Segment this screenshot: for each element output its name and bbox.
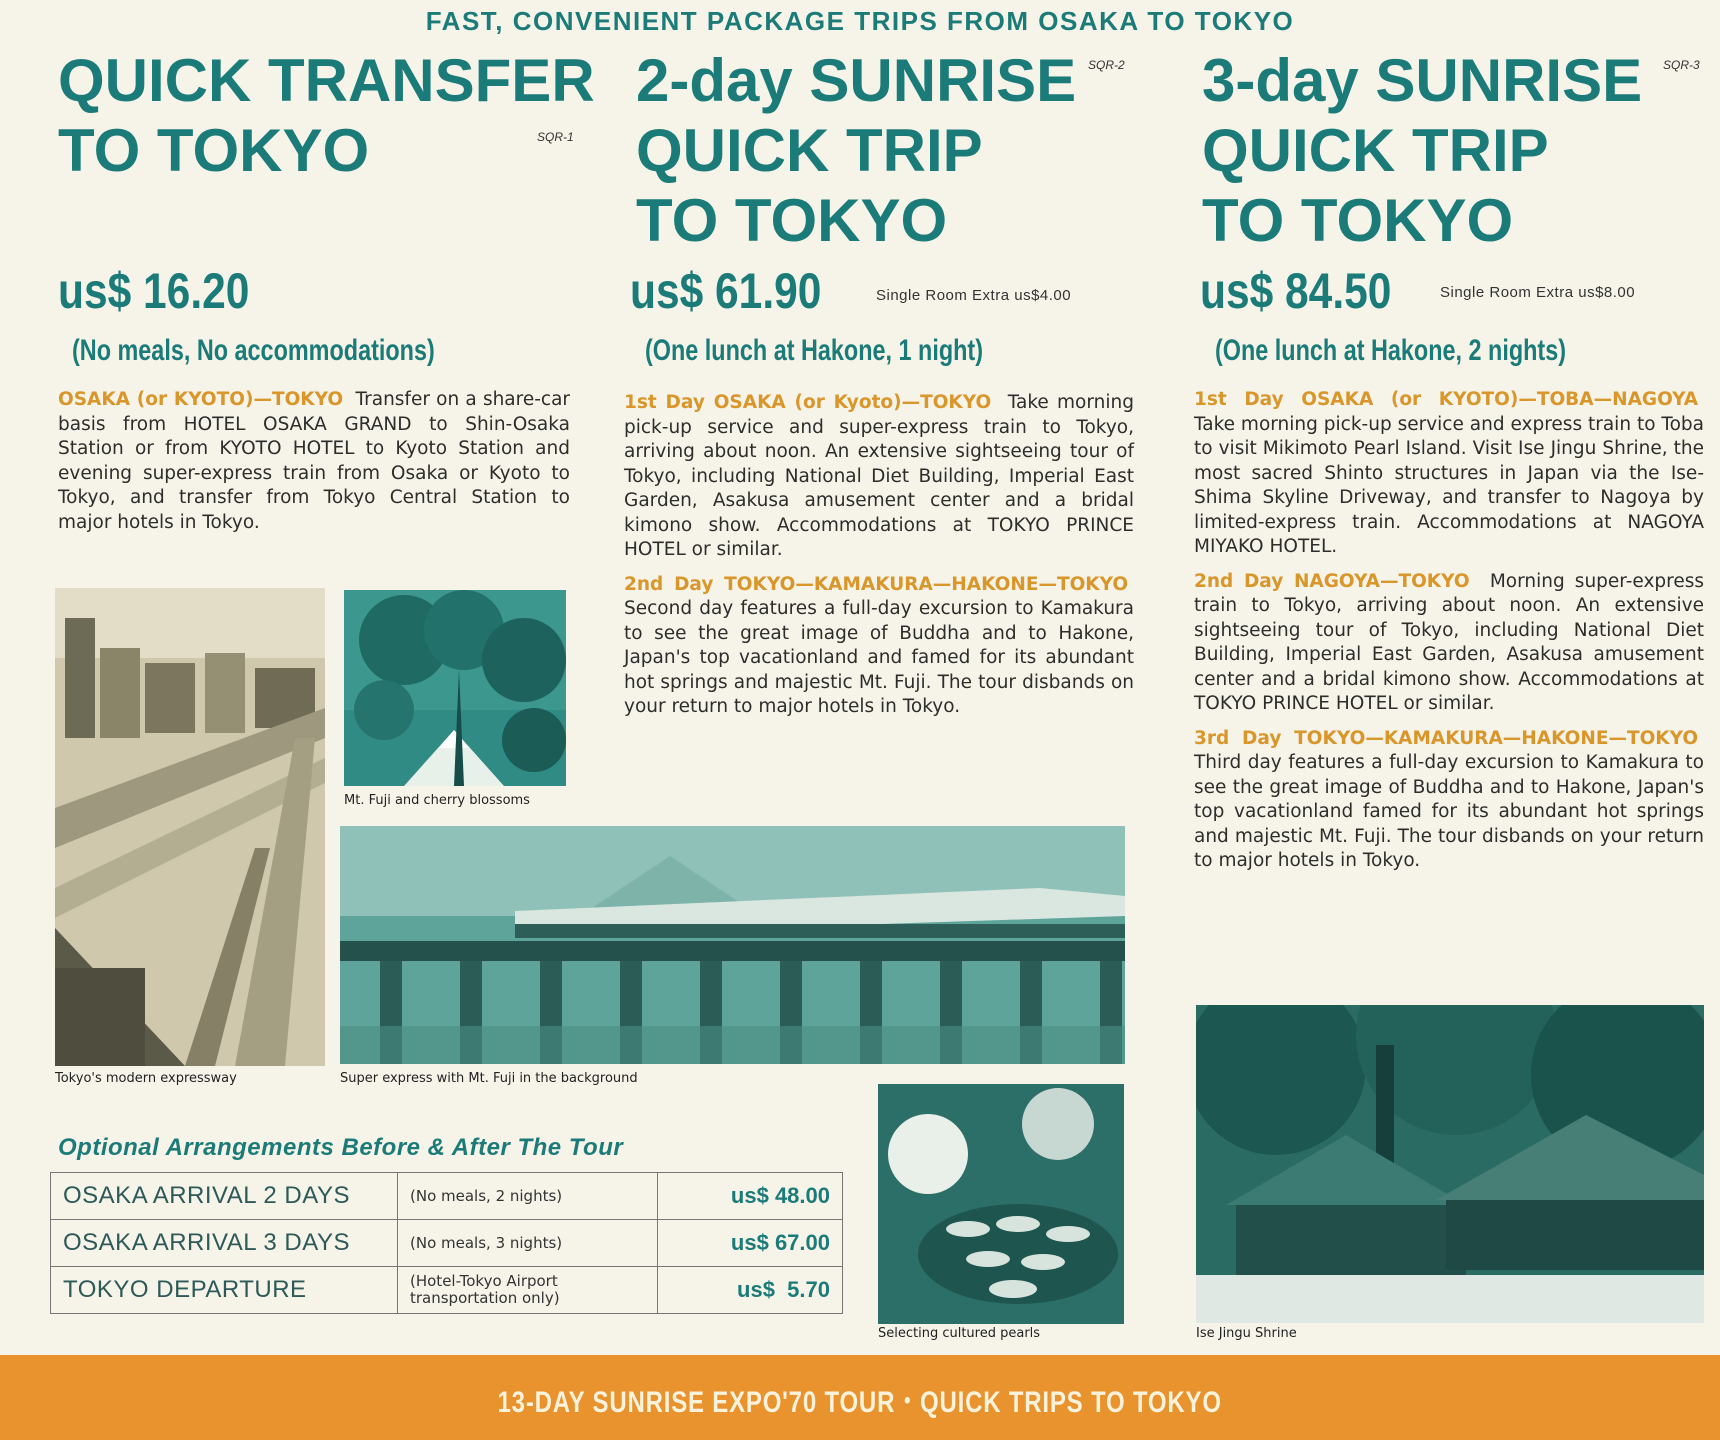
page-banner: FAST, CONVENIENT PACKAGE TRIPS FROM OSAKA TO TOKYO bbox=[425, 6, 1295, 36]
col3-title-line3: TO TOKYO bbox=[1202, 187, 1514, 254]
col2-single-extra: Single Room Extra us$4.00 bbox=[876, 287, 1072, 304]
opt-name: OSAKA ARRIVAL 3 DAYS bbox=[51, 1220, 398, 1267]
train-image bbox=[340, 826, 1125, 1064]
col3-itinerary bbox=[1194, 388, 1704, 884]
fuji-blossoms-image bbox=[344, 590, 566, 786]
col2-code: SQR-2 bbox=[1088, 58, 1125, 72]
optional-table bbox=[50, 1172, 843, 1314]
opt-name: OSAKA ARRIVAL 2 DAYS bbox=[51, 1173, 398, 1220]
opt-price: us$ 67.00 bbox=[658, 1220, 843, 1267]
photo-shrine bbox=[1196, 1005, 1704, 1323]
col1-price: us$ 16.20 bbox=[58, 263, 250, 319]
col3-day2-text: Morning super-express train to Tokyo, arriving about noon. An extensive sightseeing tour of Tokyo, including National Diet Building, Imperial East Garden, Asakusa amusement center and a bridal kimono show. Accommodations at TOKYO PRINCE HOTEL or similar. bbox=[1194, 570, 1705, 714]
col3-day1-label: 1st Day OSAKA (or KYOTO)—TOBA—NAGOYA bbox=[1194, 389, 1699, 410]
col3-day1-text: Take morning pick-up service and express train to Toba to visit Mikimoto Pearl Island. Visit Ise Jingu Shrine, the most sacred Shinto structures in Japan via the Ise-Shima Skyline Driveway, and transfer to Nagoya by limited-express train. Accommodations at NAGOYA MIYAKO HOTEL. bbox=[1194, 413, 1704, 557]
opt-price: us$ 5.70 bbox=[658, 1267, 843, 1314]
col1-description bbox=[58, 388, 570, 545]
col3-code: SQR-3 bbox=[1663, 58, 1700, 72]
col2-title-line1: 2-day SUNRISE bbox=[636, 47, 1077, 114]
footer-title bbox=[0, 1377, 1720, 1421]
photo-pearls bbox=[878, 1084, 1124, 1324]
col1-title-line1: QUICK TRANSFER bbox=[58, 47, 595, 114]
shrine-image bbox=[1196, 1005, 1704, 1323]
col1-route: OSAKA (or KYOTO)—TOKYO bbox=[58, 389, 344, 410]
col3-title bbox=[1202, 46, 1642, 256]
footer-band bbox=[0, 1355, 1720, 1440]
col3-subtitle: (One lunch at Hakone, 2 nights) bbox=[1215, 334, 1567, 367]
col2-day2-text: Second day features a full-day excursion to Kamakura to see the great image of Buddha and to Hakone, Japan's top vacationland and famed for its abundant hot springs and majestic Mt. Fuji. The tour disbands on your return to major hotels in Tokyo. bbox=[624, 598, 1134, 717]
photo-fuji-blossoms bbox=[344, 590, 566, 786]
pearls-image bbox=[878, 1084, 1124, 1324]
footer-title-text: 13-DAY SUNRISE EXPO'70 TOUR・QUICK TRIPS TO TOKYO bbox=[497, 1386, 1223, 1419]
col3-title-line1: 3-day SUNRISE bbox=[1202, 47, 1643, 114]
col1-title bbox=[58, 46, 595, 186]
opt-name: TOKYO DEPARTURE bbox=[51, 1267, 398, 1314]
col2-day1-label: 1st Day OSAKA (or Kyoto)—TOKYO bbox=[624, 392, 992, 413]
expressway-image bbox=[55, 588, 325, 1066]
col1-text: Transfer on a share-car basis from HOTEL OSAKA GRAND to Shin-Osaka Station or from KYOTO HOTEL to Kyoto Station and evening super-express train from Osaka or Kyoto to Tokyo, and transfer from Tokyo Central Station to major hotels in Tokyo. bbox=[58, 389, 571, 533]
photo-train bbox=[340, 826, 1125, 1064]
col2-title bbox=[636, 46, 1076, 256]
opt-price: us$ 48.00 bbox=[658, 1173, 843, 1220]
col2-price: us$ 61.90 bbox=[630, 263, 822, 319]
table-row bbox=[51, 1173, 843, 1220]
col3-single-extra: Single Room Extra us$8.00 bbox=[1440, 284, 1636, 301]
col2-title-line3: TO TOKYO bbox=[636, 187, 948, 254]
caption-expressway: Tokyo's modern expressway bbox=[55, 1071, 237, 1086]
col2-day2-label: 2nd Day TOKYO—KAMAKURA—HAKONE—TOKYO bbox=[624, 573, 1129, 595]
col1-subtitle: (No meals, No accommodations) bbox=[72, 334, 435, 367]
col3-title-line2: QUICK TRIP bbox=[1202, 117, 1549, 184]
opt-desc: (Hotel-Tokyo Airport transportation only) bbox=[398, 1267, 658, 1314]
col2-itinerary bbox=[624, 391, 1134, 730]
col3-day3-label: 3rd Day TOKYO—KAMAKURA—HAKONE—TOKYO bbox=[1194, 727, 1699, 749]
caption-train: Super express with Mt. Fuji in the background bbox=[340, 1071, 638, 1086]
col2-subtitle: (One lunch at Hakone, 1 night) bbox=[645, 334, 984, 367]
col3-price: us$ 84.50 bbox=[1200, 263, 1392, 319]
table-row bbox=[51, 1267, 843, 1314]
optional-title: Optional Arrangements Before & After The Tour bbox=[58, 1134, 624, 1161]
caption-pearls: Selecting cultured pearls bbox=[878, 1326, 1041, 1341]
table-row bbox=[51, 1220, 843, 1267]
col2-title-line2: QUICK TRIP bbox=[636, 117, 983, 184]
col1-code: SQR-1 bbox=[537, 130, 574, 144]
col3-day3-text: Third day features a full-day excursion to Kamakura to see the great image of Buddha and to Hakone, Japan's top vacationland famed for its abundant hot springs and majestic Mt. Fuji. The tour disbands on your return to major hotels in Tokyo. bbox=[1194, 752, 1704, 871]
caption-shrine: Ise Jingu Shrine bbox=[1196, 1326, 1297, 1341]
photo-expressway bbox=[55, 588, 325, 1066]
opt-desc: (No meals, 2 nights) bbox=[398, 1173, 658, 1220]
col3-day2-label: 2nd Day NAGOYA—TOKYO bbox=[1194, 570, 1470, 592]
col1-title-line2: TO TOKYO bbox=[58, 117, 370, 184]
opt-desc: (No meals, 3 nights) bbox=[398, 1220, 658, 1267]
caption-fuji-blossoms: Mt. Fuji and cherry blossoms bbox=[344, 793, 530, 808]
col2-day1-text: Take morning pick-up service and super-express train to Tokyo, arriving about noon. An extensive sightseeing tour of Tokyo, including National Diet Building, Imperial East Garden, Asakusa amusement center and a bridal kimono show. Accommodations at TOKYO PRINCE HOTEL or similar. bbox=[624, 392, 1134, 560]
